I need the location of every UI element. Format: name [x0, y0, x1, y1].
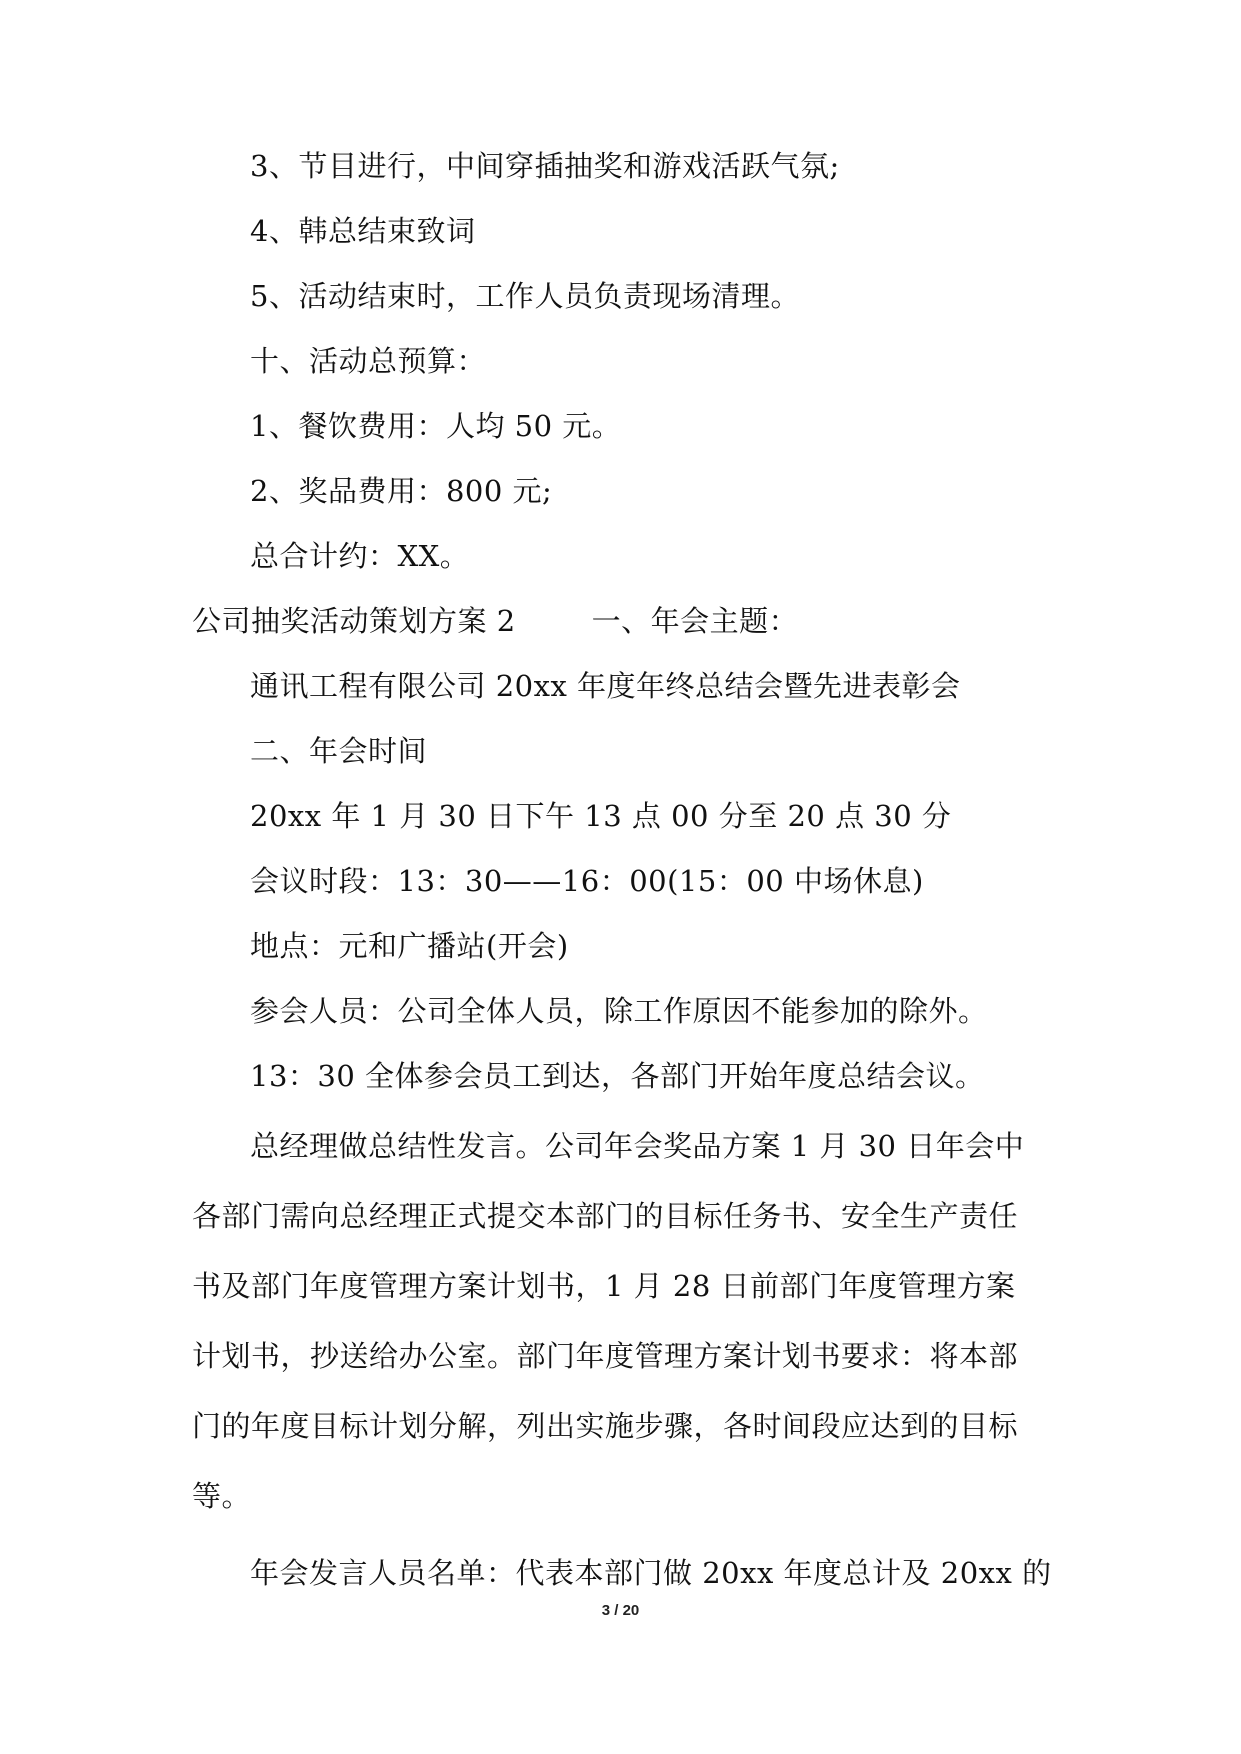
- text-line: 十、活动总预算：: [250, 344, 487, 378]
- text-line: 会议时段：13：30——16：00(15：00 中场休息): [250, 864, 924, 898]
- paragraph-line: 书及部门年度管理方案计划书，1 月 28 日前部门年度管理方案: [192, 1269, 1016, 1303]
- section-title: [192, 603, 1062, 639]
- paragraph-line: 门的年度目标计划分解，列出实施步骤，各时间段应达到的目标: [192, 1409, 1019, 1443]
- text-line: 4、韩总结束致词: [250, 214, 476, 248]
- page-number: 3 / 20: [601, 1602, 640, 1619]
- text-line: 5、活动结束时，工作人员负责现场清理。: [250, 279, 800, 313]
- paragraph-line: 总经理做总结性发言。公司年会奖品方案 1 月 30 日年会中: [250, 1129, 1025, 1163]
- text-line: 二、年会时间: [250, 734, 428, 768]
- text-line: 13：30 全体参会员工到达，各部门开始年度总结会议。: [250, 1059, 985, 1093]
- text-line: 2、奖品费用：800 元;: [250, 474, 553, 508]
- text-line: 地点：元和广播站(开会): [250, 929, 569, 963]
- text-line: 通讯工程有限公司 20xx 年度年终总结会暨先进表彰会: [250, 669, 961, 703]
- text-line: 参会人员：公司全体人员，除工作原因不能参加的除外。: [250, 994, 988, 1028]
- paragraph-line: 计划书，抄送给办公室。部门年度管理方案计划书要求：将本部: [192, 1339, 1019, 1373]
- section-title-tail: 一、年会主题：: [591, 604, 799, 638]
- section-title-text: 公司抽奖活动策划方案 2: [192, 604, 516, 638]
- paragraph-line: 等。: [192, 1479, 252, 1513]
- text-line: 20xx 年 1 月 30 日下午 13 点 00 分至 20 点 30 分: [250, 799, 952, 833]
- text-line: 总合计约：XX。: [250, 539, 470, 573]
- paragraph-line: 各部门需向总经理正式提交本部门的目标任务书、安全生产责任: [192, 1199, 1019, 1233]
- text-line: 年会发言人员名单：代表本部门做 20xx 年度总计及 20xx 的: [250, 1556, 1052, 1590]
- text-line: 1、餐饮费用：人均 50 元。: [250, 409, 622, 443]
- text-line: 3、节目进行，中间穿插抽奖和游戏活跃气氛;: [250, 149, 840, 183]
